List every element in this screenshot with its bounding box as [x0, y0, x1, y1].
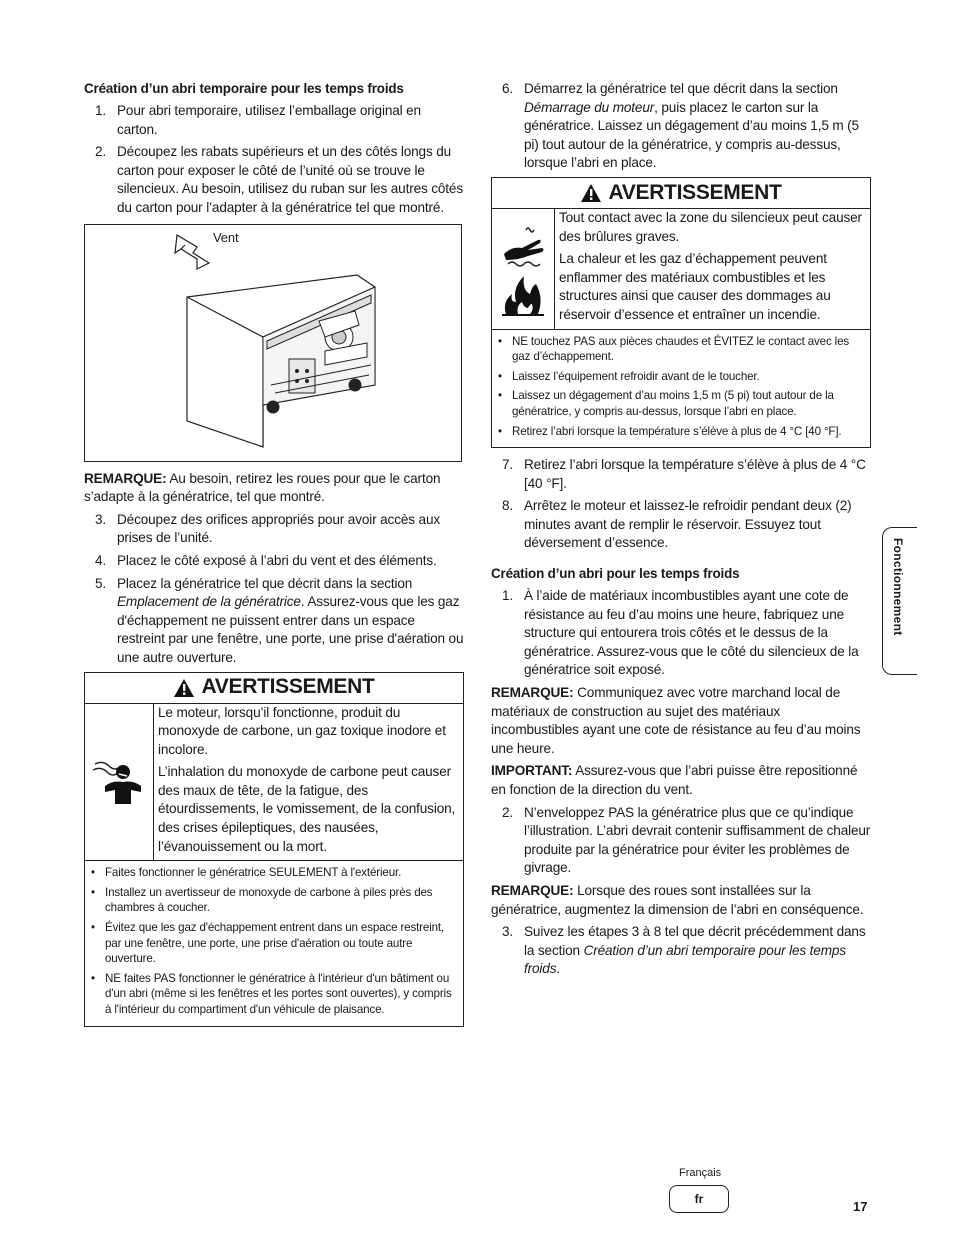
step-1	[491, 587, 871, 680]
step-2	[491, 804, 871, 878]
step-text: Découpez les rabats supérieurs et un des côtés longs du carton pour exposer le côté de l’unité où se trouve le silencieux. Au besoin, utilisez du ruban sur les autres côtés du carton pour l’adapter à la génératrice tel que montré.	[117, 144, 463, 215]
warning-paragraph: Tout contact avec la zone du silencieux peut causer des brûlures graves.	[559, 209, 862, 244]
section-heading-temporary-shelter: Création d’un abri temporaire pour les temps froids	[84, 81, 404, 96]
step-text-part: Démarrez la génératrice tel que décrit dans la section	[524, 81, 838, 96]
step-text-part: Suivez les étapes 3 à 8 tel que décrit précédemment dans la section	[524, 924, 866, 958]
warning-paragraph: La chaleur et les gaz d’échappement peuvent enflammer des matériaux combustibles et les structures ainsi que causer des dommages au réservoir d’essence et entraîner un incendie.	[559, 251, 831, 322]
step-text-part: . Assurez-vous que les gaz d'échappement ne puissent entrer dans un espace restreint par une fenêtre, une porte, une prise d'aération ou une autre ouverture.	[117, 594, 464, 665]
warning-box-burn-fire	[491, 177, 871, 448]
page-number: 17	[853, 1199, 868, 1214]
bullet-text: NE touchez PAS aux pièces chaudes et ÉVITEZ le contact avec les gaz d’échappement.	[512, 334, 850, 364]
generator-in-carton-drawing	[85, 225, 461, 461]
language-label: Français	[679, 1167, 722, 1179]
remark-materials	[491, 684, 871, 758]
language-code-badge: fr	[669, 1185, 729, 1213]
step-number: 1.	[94, 103, 106, 118]
bullet-text: Installez un avertisseur de monoxyde de carbone à piles près des chambres à coucher.	[105, 885, 433, 915]
bullet-text: NE faites PAS fonctionner le génératrice à l'intérieur d'un bâtiment ou d'un abri (même si les fenêtres et les portes sont ouvertes), y compris à l'intérieur du compartiment d'un véhicule de plaisance.	[105, 971, 452, 1016]
important-text: Assurez-vous que l’abri puisse être repositionné en fonction de la direction du vent.	[491, 763, 858, 797]
warning-icon-panel	[492, 209, 555, 329]
warning-bullet-list	[492, 330, 870, 448]
warning-header	[492, 178, 870, 209]
step-1	[84, 102, 464, 139]
step-number: 2.	[94, 144, 106, 160]
step-number: 3.	[94, 511, 106, 527]
side-tab-label: Fonctionnement	[891, 538, 905, 636]
remark-text: Au besoin, retirez les roues pour que le carton s’adapte à la génératrice, tel que montré.	[84, 470, 441, 505]
warning-icon-panel	[85, 704, 154, 861]
important-label: IMPORTANT:	[491, 763, 573, 779]
warning-bullet: • Installez un avertisseur de monoxyde de carbone à piles près des chambres à coucher.	[89, 885, 459, 916]
remark-label: REMARQUE:	[84, 470, 167, 486]
step-number: 2.	[501, 804, 513, 820]
step-text	[117, 575, 464, 668]
wind-arrow-icon	[175, 235, 209, 269]
step-3	[84, 511, 464, 548]
step-number: 3.	[501, 924, 513, 940]
warning-body	[85, 704, 463, 862]
step-number: 5.	[94, 575, 106, 591]
step-2	[84, 143, 464, 217]
section-reference: Emplacement de la génératrice	[117, 594, 301, 610]
warning-texts	[154, 704, 463, 861]
warning-paragraph: L’inhalation du monoxyde de carbone peut causer des maux de tête, de la fatigue, des étourdissements, le vomissement, de la confusion, des crises épileptiques, des nausées, l’évanouissement ou la mort.	[158, 764, 456, 854]
section-side-tab	[882, 527, 917, 675]
section-reference: Démarrage du moteur	[524, 99, 655, 115]
step-text: Pour abri temporaire, utilisez l’emballage original en carton.	[117, 103, 421, 137]
section-reference: Création d’un abri temporaire pour les temps froids	[524, 942, 846, 977]
warning-triangle-icon	[580, 183, 602, 203]
warning-bullet: • Laissez un dégagement d’au moins 1,5 m (5 pi) tout autour de la génératrice, y compris au-dessus, lorsque l’abri en place.	[496, 388, 866, 419]
step-4	[84, 552, 464, 571]
step-number: 6.	[501, 81, 513, 96]
step-text-part: Placez la génératrice tel que décrit dans la section	[117, 575, 413, 591]
step-8	[491, 497, 871, 553]
warning-paragraph: Le moteur, lorsqu’il fonctionne, produit du monoxyde de carbone, un gaz toxique inodore et incolore.	[158, 704, 446, 757]
remark-wheels	[84, 470, 464, 507]
step-text: Arrêtez le moteur et laissez-le refroidir pendant deux (2) minutes avant de remplir le réservoir. Essuyez tout déversement d’essence.	[524, 498, 852, 551]
wind-label: Vent	[213, 229, 239, 245]
remark-text: Communiquez avec votre marchand local de matériaux de construction au sujet des matériaux incombustibles ayant une cote de résistance au feu d’au moins une heure.	[491, 685, 861, 756]
step-7	[491, 456, 871, 493]
warning-texts	[555, 209, 870, 329]
bullet-text: Évitez que les gaz d'échappement entrent dans un espace restreint, par une fenêtre, une porte, une prise d'aération ou toute autre ouverture.	[105, 921, 445, 966]
remark-label: REMARQUE:	[491, 685, 574, 701]
step-number: 8.	[501, 498, 513, 514]
warning-bullet: • Retirez l’abri lorsque la température s’élève à plus de 4 °C [40 °F].	[498, 424, 842, 438]
warning-bullet: • NE faites PAS fonctionner le génératrice à l'intérieur d'un bâtiment ou d'un abri (même si les fenêtres et les portes sont ouvertes), y compris à l'intérieur du compartiment d'un véhicule de plaisance.	[89, 971, 459, 1018]
warning-bullet: • NE touchez PAS aux pièces chaudes et ÉVITEZ le contact avec les gaz d’échappement.	[496, 334, 866, 365]
left-column	[84, 80, 464, 1035]
warning-bullet: • Faites fonctionner le génératrice SEULEMENT à l'extérieur.	[91, 866, 402, 880]
step-text: Découpez des orifices appropriés pour avoir accès aux prises de l’unité.	[117, 511, 441, 546]
section-heading-cold-shelter: Création d’un abri pour les temps froids	[491, 566, 740, 582]
step-text	[524, 923, 871, 979]
bullet-text: Laissez un dégagement d’au moins 1,5 m (5 pi) tout autour de la génératrice, y compris au-dessus, lorsque l’abri en place.	[512, 389, 834, 418]
step-text: Placez le côté exposé à l’abri du vent et des éléments.	[117, 552, 437, 568]
hot-surface-hand-icon	[498, 224, 548, 268]
toxic-fumes-person-icon	[91, 758, 147, 806]
bullet-text: Faites fonctionner le génératrice SEULEMENT à l'extérieur.	[105, 866, 402, 880]
step-3	[491, 923, 871, 979]
bullet-text: Retirez l’abri lorsque la température s’élève à plus de 4 °C [40 °F].	[512, 424, 842, 438]
carton-shelter-illustration	[84, 224, 462, 462]
step-text: Retirez l’abri lorsque la température s’élève à plus de 4 °C [40 °F].	[524, 457, 866, 491]
remark-label: REMARQUE:	[491, 882, 574, 898]
step-text: N’enveloppez PAS la génératrice plus que ce qu’indique l’illustration. L’abri devrait contenir suffisamment de chaleur produite par la génératrice pour éviter les problèmes de givrage.	[524, 804, 871, 876]
step-number: 7.	[501, 457, 513, 473]
right-column	[491, 80, 871, 983]
step-5	[84, 575, 464, 668]
step-text: À l’aide de matériaux incombustibles ayant une cote de résistance au feu d’au moins une heure, fabriquez une structure qui entourera trois côtés et le dessus de la génératrice. Assurez-vous que le côté du silencieux de la génératrice soit exposé.	[524, 588, 859, 678]
step-text-part: , puis placez le carton sur la génératrice. Laissez un dégagement d’au moins 1,5 m (5 pi) tout autour de la génératrice, y compris au-dessus, lorsque l’abri en place.	[524, 99, 859, 171]
remark-wheels-size	[491, 882, 871, 919]
warning-triangle-icon	[173, 678, 195, 698]
warning-title: AVERTISSEMENT	[608, 180, 782, 204]
step-6	[491, 80, 871, 173]
warning-header	[85, 673, 463, 704]
warning-bullet: • Laissez l’équipement refroidir avant de le toucher.	[498, 369, 760, 383]
step-number: 1.	[501, 588, 513, 604]
important-note	[491, 762, 871, 799]
warning-body	[492, 209, 870, 330]
warning-bullet: • Évitez que les gaz d'échappement entrent dans un espace restreint, par une fenêtre, une porte, une prise d'aération ou toute autre ouverture.	[89, 920, 459, 967]
warning-box-carbon-monoxide	[84, 672, 464, 1027]
warning-title: AVERTISSEMENT	[201, 675, 375, 699]
step-text	[524, 80, 871, 173]
fire-flame-icon	[498, 268, 548, 318]
step-text-part: .	[556, 961, 560, 977]
bullet-text: Laissez l’équipement refroidir avant de le toucher.	[512, 369, 760, 383]
step-number: 4.	[94, 552, 106, 568]
remark-text: Lorsque des roues sont installées sur la génératrice, augmentez la dimension de l’abri en conséquence.	[491, 882, 864, 917]
warning-bullet-list	[85, 861, 463, 1025]
